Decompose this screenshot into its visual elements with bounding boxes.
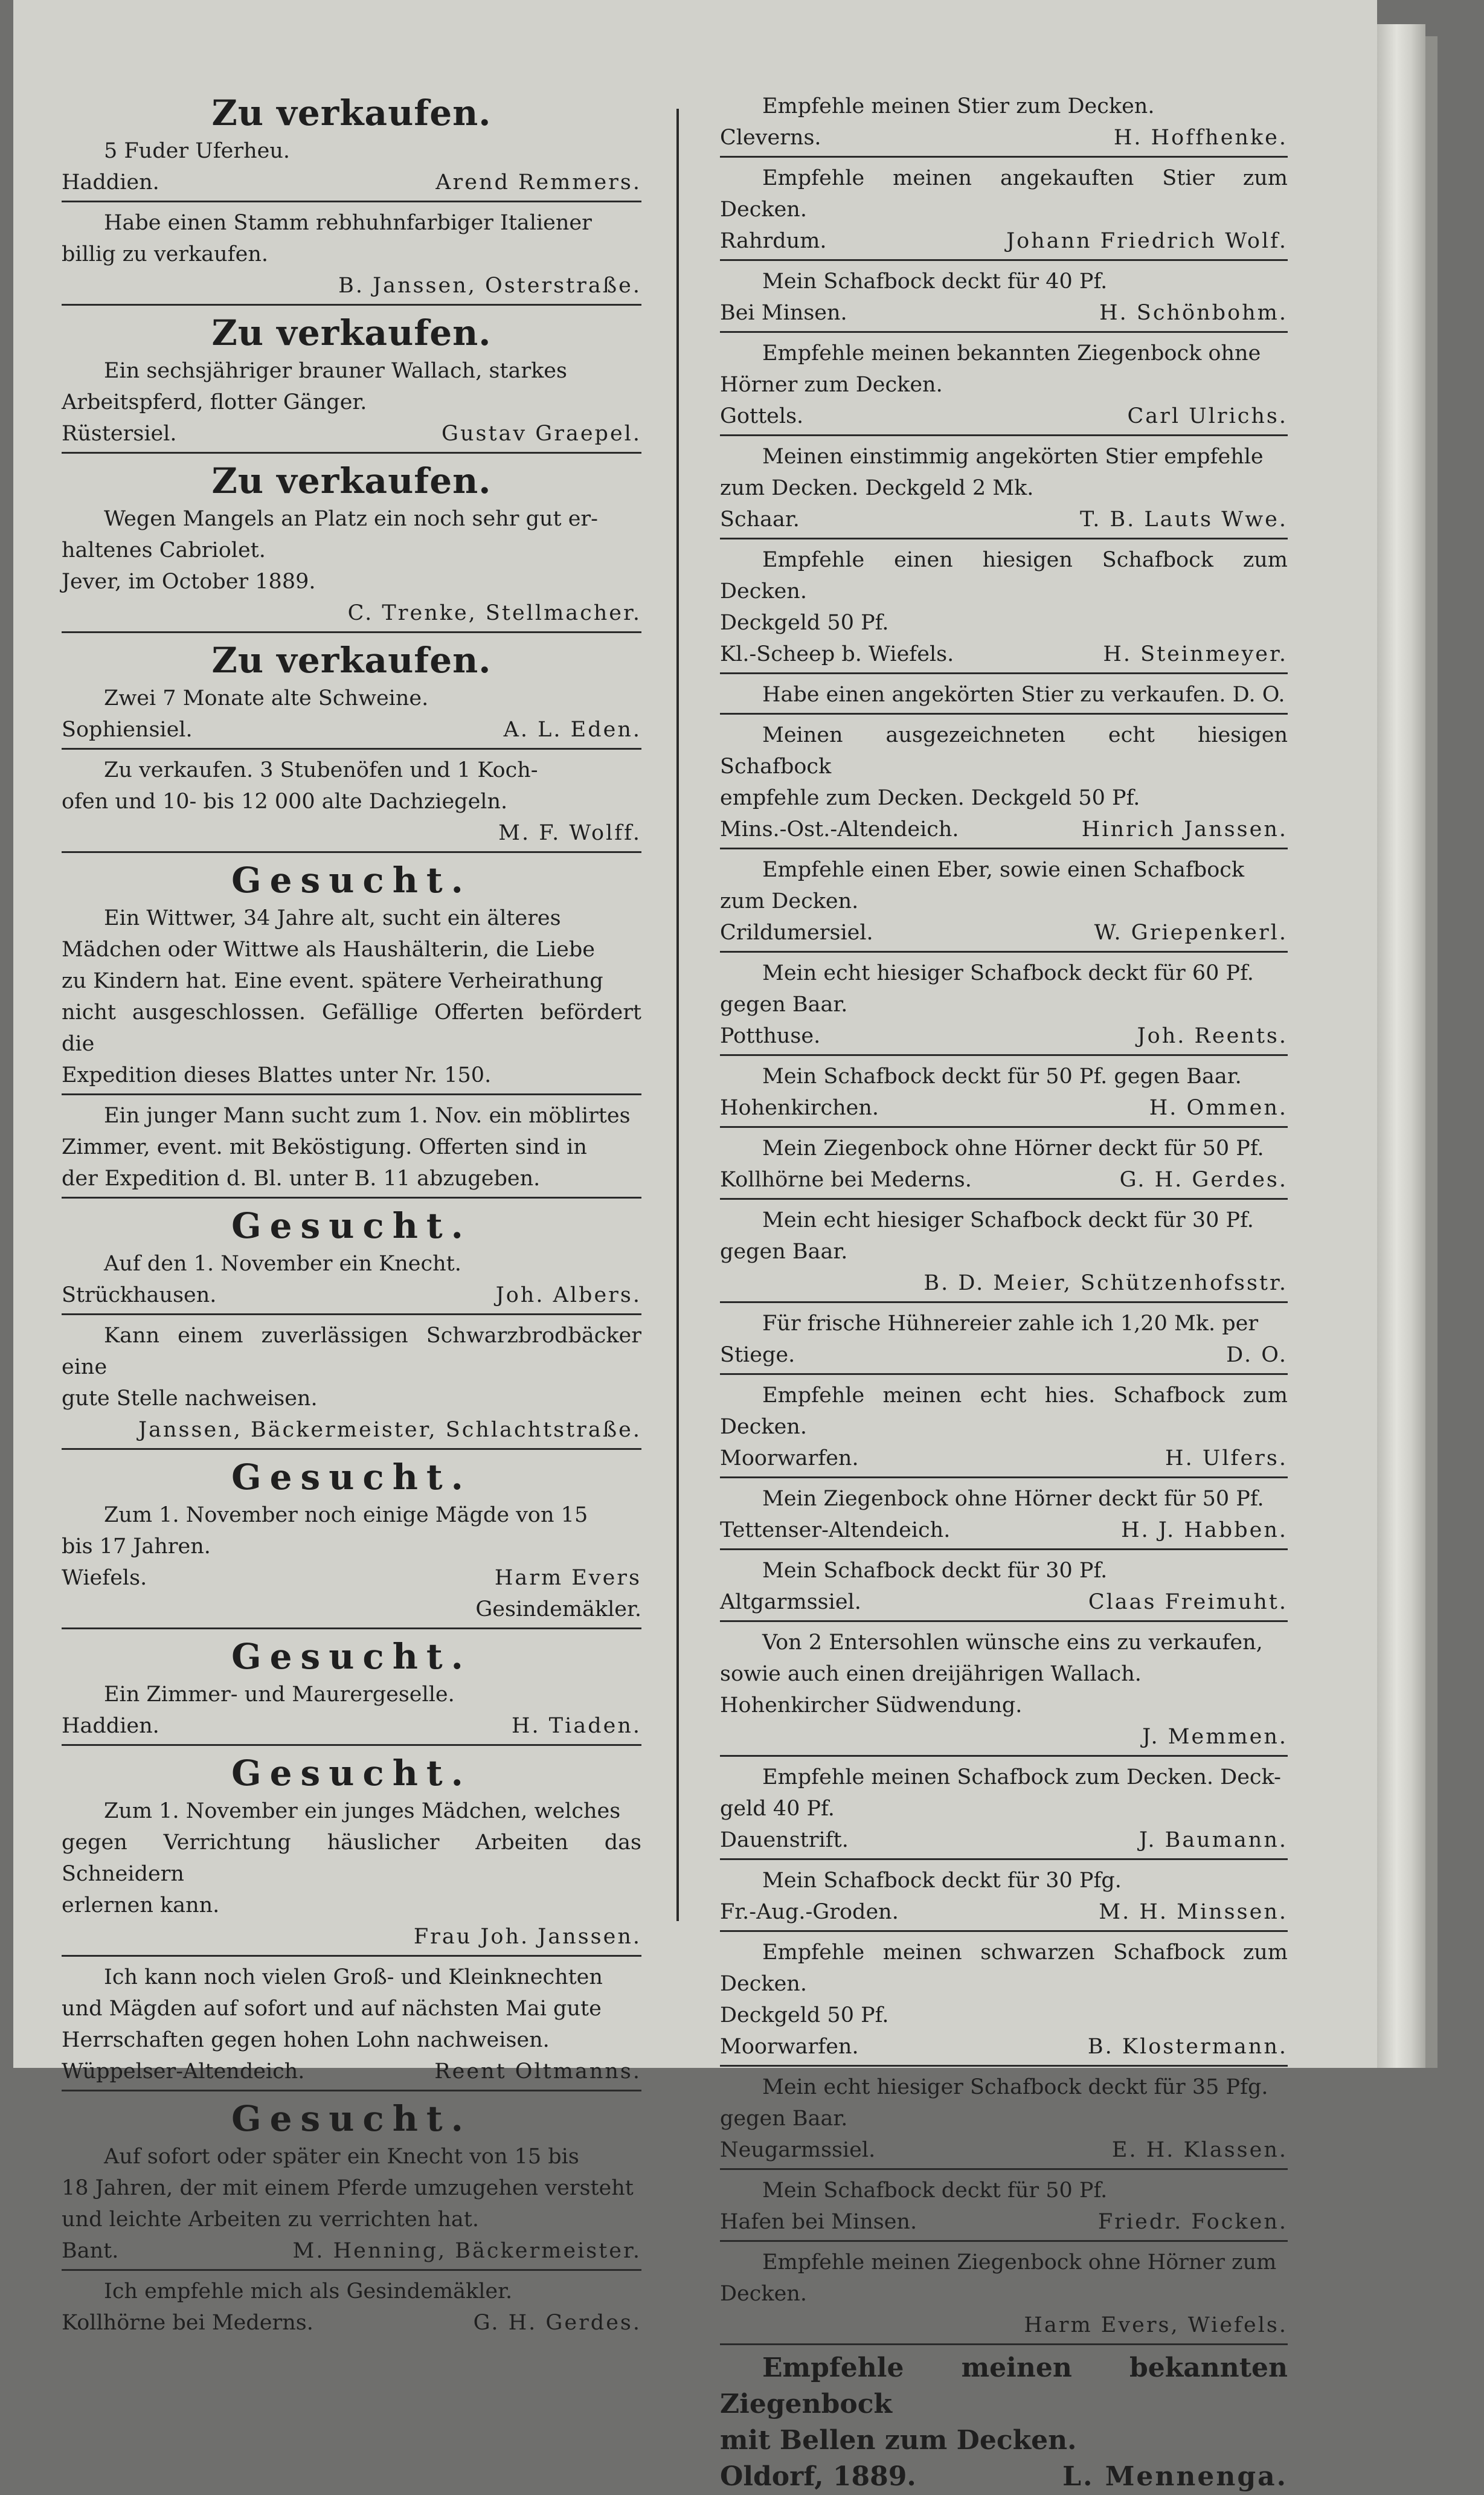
ad-place: Hafen bei Minsen. <box>720 2210 917 2234</box>
ad-text-line: Meinen ausgezeichneten echt hiesigen Schafbock <box>720 723 1288 779</box>
advertisement <box>62 1634 641 1746</box>
ad-text-line: Hörner zum Decken. <box>720 373 943 397</box>
ad-text-line: Ein Zimmer- und Maurergeselle. <box>104 1682 455 1707</box>
ad-signature <box>720 1020 1288 1052</box>
advertisement <box>62 91 641 202</box>
ad-advertiser: Joh. Reents. <box>1137 1024 1288 1048</box>
ad-text-line: Ich kann noch vielen Groß- und Kleinknechten <box>104 1965 603 1989</box>
ad-advertiser: B. Janssen, Osterstraße. <box>338 274 641 298</box>
ad-advertiser: M. H. Minssen. <box>1099 1900 1288 1924</box>
ad-text-line: mit Bellen zum Decken. <box>720 2425 1077 2456</box>
ad-signature <box>720 639 1288 670</box>
ad-place: Potthuse. <box>720 1024 821 1048</box>
ad-advertiser: Frau Joh. Janssen. <box>413 1925 641 1949</box>
ad-advertiser: H. Steinmeyer. <box>1103 642 1288 666</box>
ad-heading: Gesucht. <box>231 2098 472 2139</box>
ad-advertiser: C. Trenke, Stellmacher. <box>347 601 641 625</box>
ad-advertiser: Janssen, Bäckermeister, Schlachtstraße. <box>138 1418 641 1442</box>
ad-place: Sophiensiel. <box>62 718 193 742</box>
ad-text-line: Jever, im October 1889. <box>62 570 316 594</box>
ad-text-line: Empfehle meinen Stier zum Decken. <box>762 94 1155 118</box>
ad-heading: Gesucht. <box>231 1205 472 1246</box>
ad-signature <box>62 1710 641 1742</box>
ad-advertiser: Claas Freimuht. <box>1088 1590 1288 1614</box>
ad-advertiser: H. J. Habben. <box>1121 1518 1288 1542</box>
ad-signature <box>720 1164 1288 1196</box>
ad-signature <box>62 597 641 629</box>
ad-advertiser: Gustav Graepel. <box>442 422 641 446</box>
ad-place: Gottels. <box>720 404 804 428</box>
advertisement <box>720 266 1288 333</box>
ad-text-line: Herrschaften gegen hohen Lohn nachweisen. <box>62 2028 550 2052</box>
ad-text-line: zu Kindern hat. Eine event. spätere Verheirathung <box>62 969 603 993</box>
ad-text-line: Decken. <box>720 2282 807 2306</box>
newspaper-page <box>13 0 1377 2492</box>
advertisement <box>720 2247 1288 2345</box>
ad-place: Dauenstrift. <box>720 1828 849 1852</box>
ad-text-line: Empfehle meinen Ziegenbock ohne Hörner zum <box>762 2250 1277 2274</box>
advertisement <box>62 1751 641 1957</box>
ad-signature <box>62 714 641 745</box>
ad-text-line: Für frische Hühnereier zahle ich 1,20 Mk. per <box>762 1312 1259 1336</box>
ad-text-line: Empfehle meinen bekannten Ziegenbock ohne <box>762 341 1261 365</box>
ad-text-line: Arbeitspferd, flotter Gänger. <box>62 390 367 414</box>
ad-text-line: Habe einen Stamm rebhuhnfarbiger Italiener <box>104 211 592 235</box>
ad-text-line: empfehle zum Decken. Deckgeld 50 Pf. <box>720 786 1140 810</box>
advertisement <box>62 1455 641 1629</box>
ad-place: Wüppelser-Altendeich. <box>62 2059 305 2084</box>
ad-text-line: Von 2 Entersohlen wünsche eins zu verkaufen, <box>762 1631 1263 1655</box>
ad-text-line: Mein Ziegenbock ohne Hörner deckt für 50 Pf. <box>762 1136 1264 1161</box>
ad-place: Fr.-Aug.-Groden. <box>720 1900 899 1924</box>
ad-advertiser: Harm Evers, Wiefels. <box>1024 2313 1288 2337</box>
advertisement <box>720 1937 1288 2067</box>
ad-advertiser: T. B. Lauts Wwe. <box>1080 507 1288 532</box>
advertisement <box>720 338 1288 436</box>
ad-advertiser: Joh. Albers. <box>495 1283 641 1307</box>
page-stack-edge <box>1377 24 1425 2068</box>
ad-text-line: Mein echt hiesiger Schafbock deckt für 30 Pf. <box>762 1208 1254 1232</box>
ad-text-line: Auf sofort oder später ein Knecht von 15 bis <box>104 2145 579 2169</box>
ad-place: Neugarmssiel. <box>720 2138 876 2162</box>
advertisement <box>720 958 1288 1056</box>
ad-signature <box>720 814 1288 845</box>
ad-advertiser: H. Tiaden. <box>512 1714 641 1738</box>
ad-text-line: Meinen einstimmig angekörten Stier empfehle <box>762 445 1264 469</box>
ad-place: Rüstersiel. <box>62 422 177 446</box>
ad-text-line: gegen Baar. <box>720 2107 848 2131</box>
advertisement <box>62 459 641 633</box>
ad-signature <box>720 122 1288 153</box>
ad-place: Cleverns. <box>720 126 821 150</box>
ad-advertiser: G. H. Gerdes. <box>1119 1168 1288 1192</box>
ad-text-line: Zum 1. November noch einige Mägde von 15 <box>104 1503 588 1527</box>
ad-advertiser: E. H. Klassen. <box>1111 2138 1288 2162</box>
advertisement <box>720 2072 1288 2170</box>
ad-advertiser: Hinrich Janssen. <box>1081 817 1288 842</box>
ad-text-line: Mein Schafbock deckt für 50 Pf. gegen Baar. <box>762 1064 1242 1089</box>
advertisement <box>720 720 1288 849</box>
ad-advertiser: G. H. Gerdes. <box>473 2311 641 2335</box>
ad-advertiser: B. Klostermann. <box>1087 2035 1288 2059</box>
ad-heading: Gesucht. <box>231 1636 472 1677</box>
ad-text-line: Mein echt hiesiger Schafbock deckt für 35 Pfg. <box>762 2075 1268 2099</box>
ad-text-line: gegen Baar. <box>720 1240 848 1264</box>
ad-place: Moorwarfen. <box>720 2035 859 2059</box>
ad-text-line: Hohenkircher Südwendung. <box>720 1693 1023 1718</box>
ad-signature <box>720 2459 1288 2495</box>
ad-place: Haddien. <box>62 170 159 195</box>
ad-signature <box>62 1414 641 1446</box>
advertisement <box>720 441 1288 539</box>
ad-place: Mins.-Ost.-Altendeich. <box>720 817 959 842</box>
ad-heading: Zu verkaufen. <box>211 640 492 681</box>
ad-text-line: Ein junger Mann sucht zum 1. Nov. ein möblirtes <box>104 1104 631 1128</box>
ad-signature <box>720 1824 1288 1856</box>
ad-advertiser-title: Gesindemäkler. <box>475 1597 641 1621</box>
advertisement <box>720 1762 1288 1860</box>
advertisement <box>62 207 641 306</box>
ad-heading: Zu verkaufen. <box>211 92 492 134</box>
ad-advertiser: Johann Friedrich Wolf. <box>1006 229 1288 253</box>
ad-place: Stiege. <box>720 1343 795 1367</box>
ad-text-line: gute Stelle nachweisen. <box>62 1386 318 1411</box>
ad-signature <box>720 225 1288 257</box>
ad-place: Wiefels. <box>62 1566 147 1590</box>
ad-signature <box>720 2134 1288 2166</box>
ad-text-line: Ein Wittwer, 34 Jahre alt, sucht ein älteres <box>104 906 561 930</box>
advertisement <box>62 1203 641 1315</box>
ad-text-line: Empfehle einen hiesigen Schafbock zum Decken. <box>720 548 1288 604</box>
ad-place: Oldorf, 1889. <box>720 2461 916 2492</box>
column-divider <box>676 109 679 1921</box>
advertisement <box>720 1061 1288 1128</box>
ad-text-line: gegen Baar. <box>720 993 848 1017</box>
ad-text-line: Ich empfehle mich als Gesindemäkler. <box>104 2279 513 2303</box>
advertisement <box>62 311 641 454</box>
ad-signature <box>720 1896 1288 1928</box>
ad-text-line: Mein Ziegenbock ohne Hörner deckt für 50 Pf. <box>762 1487 1264 1511</box>
ad-advertiser: Friedr. Focken. <box>1097 2210 1288 2234</box>
ad-signature <box>720 1267 1288 1299</box>
ad-place: Strückhausen. <box>62 1283 217 1307</box>
advertisement <box>62 858 641 1095</box>
ad-advertiser: A. L. Eden. <box>503 718 641 742</box>
ad-signature <box>720 917 1288 948</box>
advertisement <box>720 1483 1288 1550</box>
advertisement <box>62 638 641 750</box>
ad-text-line: 18 Jahren, der mit einem Pferde umzugehen versteht <box>62 2176 634 2200</box>
ad-text-line: Ein sechsjähriger brauner Wallach, starkes <box>104 359 567 383</box>
ad-advertiser: H. Schönbohm. <box>1099 301 1288 325</box>
ad-signature <box>720 1092 1288 1124</box>
advertisement <box>720 1865 1288 1932</box>
ad-advertiser: L. Mennenga. <box>1062 2461 1288 2492</box>
ad-text-line: Mädchen oder Wittwe als Haushälterin, die Liebe <box>62 938 595 962</box>
ad-signature <box>62 817 641 849</box>
ad-text-line: ofen und 10- bis 12 000 alte Dachziegeln. <box>62 790 508 814</box>
ad-text-line: Zum 1. November ein junges Mädchen, welches <box>104 1799 621 1823</box>
ad-signature <box>62 1921 641 1953</box>
advertisement <box>720 2350 1288 2495</box>
advertisement <box>720 163 1288 261</box>
ad-place: Kollhörne bei Mederns. <box>62 2311 313 2335</box>
ad-heading: Zu verkaufen. <box>211 312 492 353</box>
ad-signature <box>720 1586 1288 1618</box>
advertisement <box>720 854 1288 953</box>
ad-text-line: Zimmer, event. mit Beköstigung. Offerten sind in <box>62 1135 587 1159</box>
ad-place: Altgarmssiel. <box>720 1590 861 1614</box>
advertisement <box>720 1205 1288 1303</box>
advertisement <box>62 1100 641 1199</box>
ad-text-line: Deckgeld 50 Pf. <box>720 2003 889 2027</box>
ad-text-line: bis 17 Jahren. <box>62 1534 211 1559</box>
ad-text-line: der Expedition d. Bl. unter B. 11 abzugeben. <box>62 1167 541 1191</box>
ad-text-line: Zu verkaufen. 3 Stubenöfen und 1 Koch- <box>104 758 538 782</box>
ad-advertiser: B. D. Meier, Schützenhofsstr. <box>923 1271 1288 1295</box>
ad-heading: Gesucht. <box>231 1457 472 1498</box>
ad-text-line: haltenes Cabriolet. <box>62 538 266 562</box>
ad-place: Crildumersiel. <box>720 921 873 945</box>
ad-advertiser: M. F. Wolff. <box>498 821 641 845</box>
ad-text-line: billig zu verkaufen. <box>62 242 268 266</box>
right-column <box>720 91 1288 2495</box>
ad-text-line: Empfehle einen Eber, sowie einen Schafbock <box>762 858 1245 882</box>
ad-advertiser: H. Hoffhenke. <box>1113 126 1288 150</box>
ad-advertiser: Reent Oltmanns. <box>434 2059 641 2084</box>
ad-advertiser: W. Griepenkerl. <box>1094 921 1288 945</box>
ad-advertiser: Harm Evers <box>494 1566 641 1590</box>
advertisement <box>720 1627 1288 1757</box>
ad-text-line: Mein Schafbock deckt für 40 Pf. <box>762 269 1108 294</box>
ad-text-line: Auf den 1. November ein Knecht. <box>104 1252 461 1276</box>
ad-place: Haddien. <box>62 1714 159 1738</box>
advertisement <box>62 755 641 853</box>
advertisement <box>62 2096 641 2271</box>
ad-signature <box>720 1443 1288 1474</box>
ad-place: Bant. <box>62 2239 119 2263</box>
advertisement <box>720 679 1288 715</box>
left-column <box>62 91 641 2339</box>
ad-place: Schaar. <box>720 507 800 532</box>
ad-text-line: Expedition dieses Blattes unter Nr. 150. <box>62 1063 492 1087</box>
ad-text-line: Mein Schafbock deckt für 50 Pf. <box>762 2178 1108 2203</box>
ad-text-line: zum Decken. Deckgeld 2 Mk. <box>720 476 1034 500</box>
ad-text-line: nicht ausgeschlossen. Gefällige Offerten befördert die <box>62 1000 641 1056</box>
ad-place: Kl.-Scheep b. Wiefels. <box>720 642 954 666</box>
ad-advertiser: J. Baumann. <box>1139 1828 1288 1852</box>
ad-text-line: Deckgeld 50 Pf. <box>720 611 889 635</box>
ad-place: Kollhörne bei Mederns. <box>720 1168 972 1192</box>
ad-heading: Gesucht. <box>231 860 472 901</box>
ad-heading: Gesucht. <box>231 1753 472 1794</box>
page-stack-shadow <box>1425 36 1437 2068</box>
ad-text-line: Mein Schafbock deckt für 30 Pfg. <box>762 1869 1122 1893</box>
ad-text-line: Empfehle meinen bekannten Ziegenbock <box>720 2352 1288 2419</box>
ad-advertiser: H. Ulfers. <box>1165 1446 1288 1470</box>
advertisement <box>720 1380 1288 1478</box>
ad-signature <box>720 1339 1288 1371</box>
ad-text-line: und Mägden auf sofort und auf nächsten Mai gute <box>62 1997 602 2021</box>
ad-signature <box>62 270 641 301</box>
ad-signature <box>720 1515 1288 1546</box>
ad-text-line: und leichte Arbeiten zu verrichten hat. <box>62 2207 479 2232</box>
ad-place: Moorwarfen. <box>720 1446 859 1470</box>
ad-signature <box>62 418 641 449</box>
ad-text-line: geld 40 Pf. <box>720 1797 835 1821</box>
ad-signature <box>62 2056 641 2087</box>
ad-heading: Zu verkaufen. <box>211 460 492 501</box>
ad-text-line: Habe einen angekörten Stier zu verkaufen. D. O. <box>762 683 1285 707</box>
ad-signature <box>720 401 1288 432</box>
ad-place: Rahrdum. <box>720 229 827 253</box>
ad-signature <box>62 2307 641 2339</box>
ad-text-line: Mein Schafbock deckt für 30 Pf. <box>762 1559 1108 1583</box>
ad-place: Hohenkirchen. <box>720 1096 879 1120</box>
ad-advertiser: D. O. <box>1226 1343 1288 1367</box>
ad-advertiser: Carl Ulrichs. <box>1127 404 1288 428</box>
ad-text-line: Kann einem zuverlässigen Schwarzbrodbäcker eine <box>62 1324 641 1379</box>
ad-text-line: Empfehle meinen Schafbock zum Decken. Deck- <box>762 1765 1281 1789</box>
ad-signature <box>720 2310 1288 2341</box>
ad-signature <box>720 504 1288 535</box>
ad-signature <box>720 297 1288 329</box>
advertisement <box>62 1320 641 1450</box>
advertisement <box>62 2276 641 2339</box>
advertisement <box>720 2175 1288 2242</box>
ad-text-line: Empfehle meinen schwarzen Schafbock zum Decken. <box>720 1940 1288 1996</box>
ad-text-line: Empfehle meinen echt hies. Schafbock zum Decken. <box>720 1383 1288 1439</box>
ad-text-line: Mein echt hiesiger Schafbock deckt für 60 Pf. <box>762 961 1254 985</box>
ad-text-line: sowie auch einen dreijährigen Wallach. <box>720 1662 1142 1686</box>
ad-text-line: Zwei 7 Monate alte Schweine. <box>104 686 429 710</box>
ad-text-line: 5 Fuder Uferheu. <box>104 139 291 163</box>
ad-advertiser: H. Ommen. <box>1149 1096 1288 1120</box>
ad-place: Bei Minsen. <box>720 301 847 325</box>
ad-signature <box>720 2031 1288 2062</box>
ad-signature <box>720 1721 1288 1753</box>
ad-advertiser: Arend Remmers. <box>435 170 641 195</box>
advertisement <box>720 1133 1288 1200</box>
advertisement <box>62 1962 641 2091</box>
advertisement <box>720 544 1288 674</box>
ad-text-line: gegen Verrichtung häuslicher Arbeiten das Schneidern <box>62 1830 641 1886</box>
ad-text-line: zum Decken. <box>720 889 859 913</box>
advertisement <box>720 1308 1288 1375</box>
ad-place: Tettenser-Altendeich. <box>720 1518 951 1542</box>
ad-text-line: Empfehle meinen angekauften Stier zum Decken. <box>720 166 1288 222</box>
ad-signature <box>62 1562 641 1594</box>
ad-text-line: erlernen kann. <box>62 1893 220 1917</box>
ad-signature <box>720 2206 1288 2238</box>
advertisement <box>720 1555 1288 1622</box>
ad-text-line: Wegen Mangels an Platz ein noch sehr gut er- <box>104 507 598 531</box>
ad-signature <box>62 167 641 198</box>
ad-signature <box>62 1280 641 1311</box>
ad-advertiser: J. Memmen. <box>1142 1725 1288 1749</box>
advertisement <box>720 91 1288 158</box>
ad-signature <box>62 2235 641 2267</box>
ad-advertiser: M. Henning, Bäckermeister. <box>292 2239 641 2263</box>
